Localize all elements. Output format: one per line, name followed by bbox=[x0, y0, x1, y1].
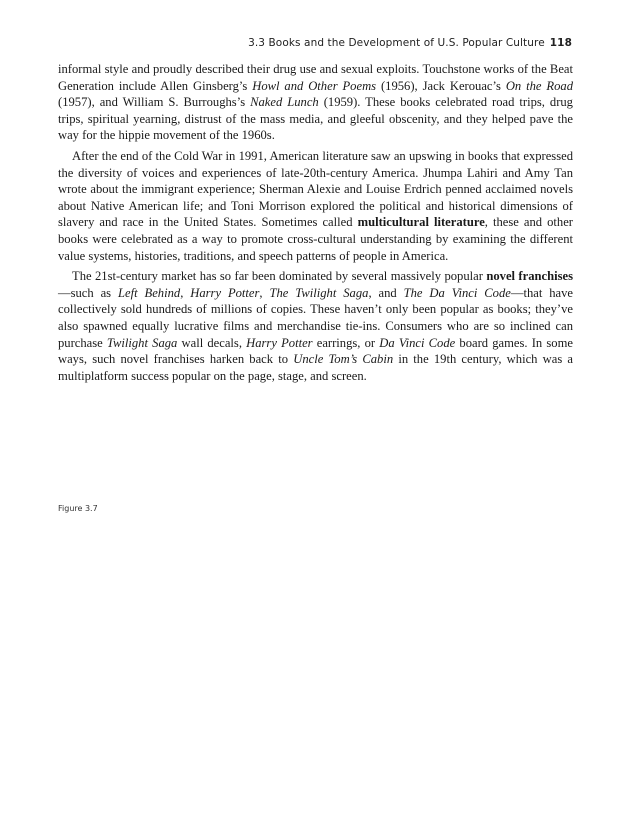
text-run: (1957), and William S. Burroughs’s bbox=[58, 95, 251, 110]
text-run: After the end of the Cold War in 1991, American literature saw an upswing in books that expressed the diversity of voices and experiences of late-20th-century America. Jhumpa Lahiri and Amy Tan wrote about the immigrant experience; Sherman Alexie and Louise Erdrich penned acclaimed novels about Native American life; and Toni Morrison explored the political and historical dimensions of slavery and race in the United States. Sometimes called bbox=[58, 148, 573, 230]
text-run: earrings, or bbox=[312, 335, 380, 350]
text-run: in the 19th century, which was a multiplatform success popular on the page, stage, and screen. bbox=[58, 352, 573, 383]
text-run: —such as bbox=[58, 285, 118, 300]
page-number: 118 bbox=[549, 37, 572, 49]
text-run: wall decals, bbox=[177, 335, 247, 350]
italic-text-run: Uncle Tom’s Cabin bbox=[293, 352, 394, 367]
text-run: , and bbox=[368, 285, 404, 300]
text-run: (1956), Jack Kerouac’s bbox=[376, 78, 506, 93]
paragraph-multicultural-literature bbox=[58, 148, 573, 264]
italic-text-run: Naked Lunch bbox=[250, 95, 319, 110]
figure-label: Figure 3.7 bbox=[58, 504, 98, 513]
text-run: informal style and proudly described their drug use and sexual exploits. Touchstone works of the Beat Generation include Allen Ginsberg’s bbox=[58, 62, 573, 93]
italic-text-run: Twilight Saga bbox=[106, 335, 178, 350]
bold-text-run: novel franchises bbox=[486, 269, 574, 284]
text-run: board games. In some ways, such novel franchises harken back to bbox=[58, 335, 573, 367]
italic-text-run: Da Vinci Code bbox=[379, 335, 456, 350]
text-run: The 21st-century market has so far been dominated by several massively popular bbox=[72, 269, 487, 284]
section-title: 3.3 Books and the Development of U.S. Popular Culture bbox=[248, 37, 545, 49]
text-run: , these and other books were celebrated as a way to promote cross-cultural understanding by examining the different value systems, histories, traditions, and speech patterns of people in America. bbox=[58, 215, 573, 263]
italic-text-run: On the Road bbox=[505, 78, 573, 93]
bold-text-run: multicultural literature bbox=[357, 215, 485, 230]
text-run: , bbox=[180, 285, 191, 300]
italic-text-run: Howl and Other Poems bbox=[252, 78, 377, 93]
text-run: , bbox=[259, 285, 270, 300]
italic-text-run: The Da Vinci Code bbox=[403, 285, 511, 300]
text-run: (1959). These books celebrated road trips, drug trips, spiritual yearning, distrust of the mass media, and gleeful obscenity, and they helped pave the way for the hippie movement of the 1960s. bbox=[58, 95, 573, 143]
running-header bbox=[248, 37, 572, 49]
italic-text-run: Harry Potter bbox=[190, 285, 260, 300]
text-run: —that have collectively sold hundreds of millions of copies. These haven’t only been popular as books; they’ve also spawned equally lucrative films and merchandise tie-ins. Consumers who are so inclined can purchase bbox=[58, 285, 574, 350]
paragraph-beat-generation bbox=[58, 61, 573, 144]
italic-text-run: Harry Potter bbox=[246, 335, 313, 350]
italic-text-run: The Twilight Saga bbox=[269, 285, 369, 300]
body-text bbox=[58, 61, 573, 388]
paragraph-novel-franchises bbox=[58, 268, 573, 384]
italic-text-run: Left Behind bbox=[118, 285, 181, 300]
